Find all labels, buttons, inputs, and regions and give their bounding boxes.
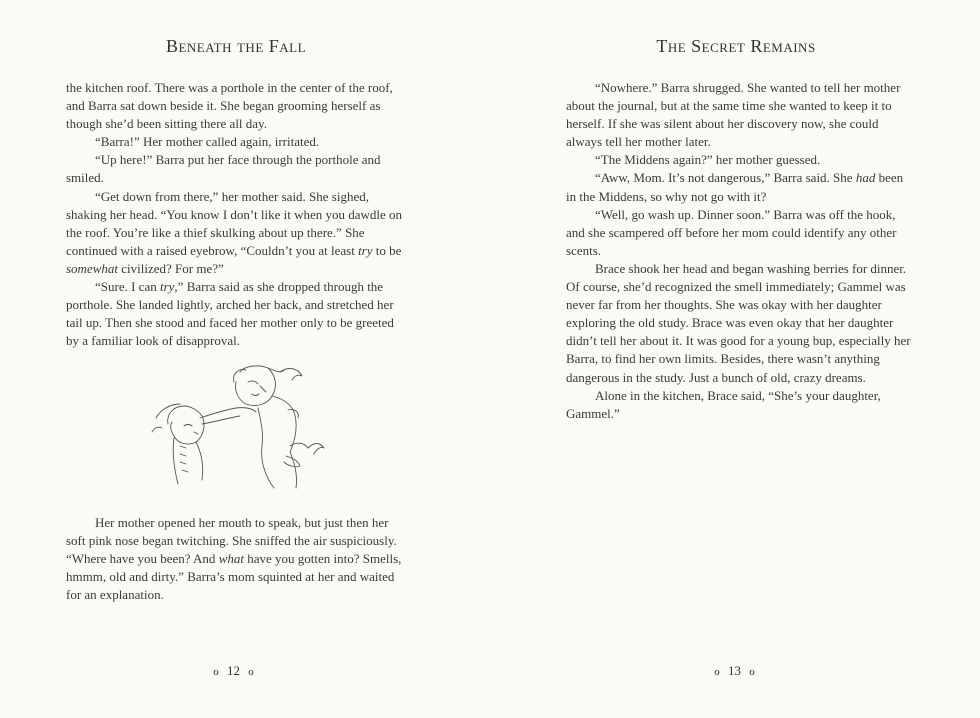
paragraph — [66, 133, 408, 151]
paragraph — [566, 79, 916, 151]
ornament-left-icon: ℴ — [714, 663, 721, 678]
right-text — [566, 79, 916, 423]
paragraph-text: “Aww, Mom. It’s not dangerous,” Barra said. She — [595, 170, 856, 186]
page-number: 12 — [227, 663, 241, 678]
ornament-right-icon: ℴ — [248, 663, 255, 678]
paragraph — [566, 151, 916, 169]
paragraph-text: ,” Barra said as she dropped through the porthole. She landed lightly, arched her back, and stretched her tail up. Then she stood and faced her mother only to be greeted by a familiar look of disapproval. — [66, 279, 394, 349]
page-folio-right — [714, 663, 755, 679]
ornament-left-icon: ℴ — [213, 663, 220, 678]
right-page — [490, 0, 980, 718]
emphasis-text: had — [855, 170, 876, 186]
paragraph-text: the kitchen roof. There was a porthole in the center of the roof, and Barra sat down beside it. She began grooming herself as though she’d been sitting there all day. — [66, 80, 393, 132]
page-folio-left — [213, 663, 254, 679]
illustration-barra-and-mother — [148, 362, 334, 496]
paragraph — [66, 188, 408, 278]
left-text-bottom — [66, 514, 408, 604]
paragraph-text: Her mother opened her mouth to speak, but just then her soft pink nose began twitching. She sniffed the air suspiciously. “Where have you been? And — [66, 515, 397, 567]
paragraph — [66, 278, 408, 350]
paragraph — [566, 206, 916, 260]
paragraph — [566, 260, 916, 387]
paragraph-text: civilized? For me?” — [118, 260, 224, 276]
paragraph-text: been in the Middens, so why not go with it? — [566, 170, 904, 204]
ornament-right-icon: ℴ — [749, 663, 756, 678]
paragraph-text: have you gotten into? Smells, hmmm, old and dirty.” Barra’s mom squinted at her and waited for an explanation. — [66, 551, 402, 603]
paragraph — [66, 514, 408, 604]
paragraph-text: “Up here!” Barra put her face through the porthole and smiled. — [66, 152, 381, 186]
paragraph-text: “The Middens again?” her mother guessed. — [595, 152, 821, 168]
emphasis-text: try — [159, 279, 175, 295]
paragraph — [66, 151, 408, 187]
paragraph — [66, 79, 408, 133]
emphasis-text: what — [218, 551, 244, 567]
emphasis-text: try — [358, 242, 373, 258]
emphasis-text: somewhat — [66, 260, 118, 276]
paragraph — [566, 169, 916, 205]
left-text-top — [66, 79, 408, 350]
mother-figure — [234, 366, 324, 488]
paragraph — [566, 387, 916, 423]
paragraph-text: “Get down from there,” her mother said. She sighed, shaking her head. “You know I don’t like it when you dawdle on the roof. You’re like a thief skulking about up there.” She continued with a raised eyebrow, “Couldn’t you at least — [66, 188, 403, 258]
running-head-left: Beneath the Fall — [165, 36, 307, 56]
paragraph-text: “Nowhere.” Barra shrugged. She wanted to tell her mother about the journal, but at the same time she wanted to keep it to herself. If she was silent about her discovery now, she could always tell her mother later. — [566, 80, 901, 150]
paragraph-text: “Well, go wash up. Dinner soon.” Barra was off the hook, and she scampered off before her mom could identify any other scents. — [566, 206, 897, 258]
paragraph-text: Brace shook her head and began washing berries for dinner. Of course, she’d recognized the smell immediately; Gammel was never far from her thoughts. She was okay with her daughter exploring the old study. Brace was even okay that her daughter didn’t tell her about it. It was good for a young bup, especially her Barra, to find her own limits. Besides, there wasn’t anything dangerous in the study. Just a bunch of old, crazy dreams. — [566, 260, 911, 385]
barra-figure — [152, 404, 256, 484]
page-number: 13 — [728, 663, 742, 678]
paragraph-text: to be — [372, 242, 402, 258]
paragraph-text: “Barra!” Her mother called again, irritated. — [95, 134, 320, 150]
paragraph-text: Alone in the kitchen, Brace said, “She’s your daughter, Gammel.” — [566, 387, 881, 421]
running-head-right: The Secret Remains — [656, 36, 816, 56]
paragraph-text: “Sure. I can — [95, 279, 160, 295]
